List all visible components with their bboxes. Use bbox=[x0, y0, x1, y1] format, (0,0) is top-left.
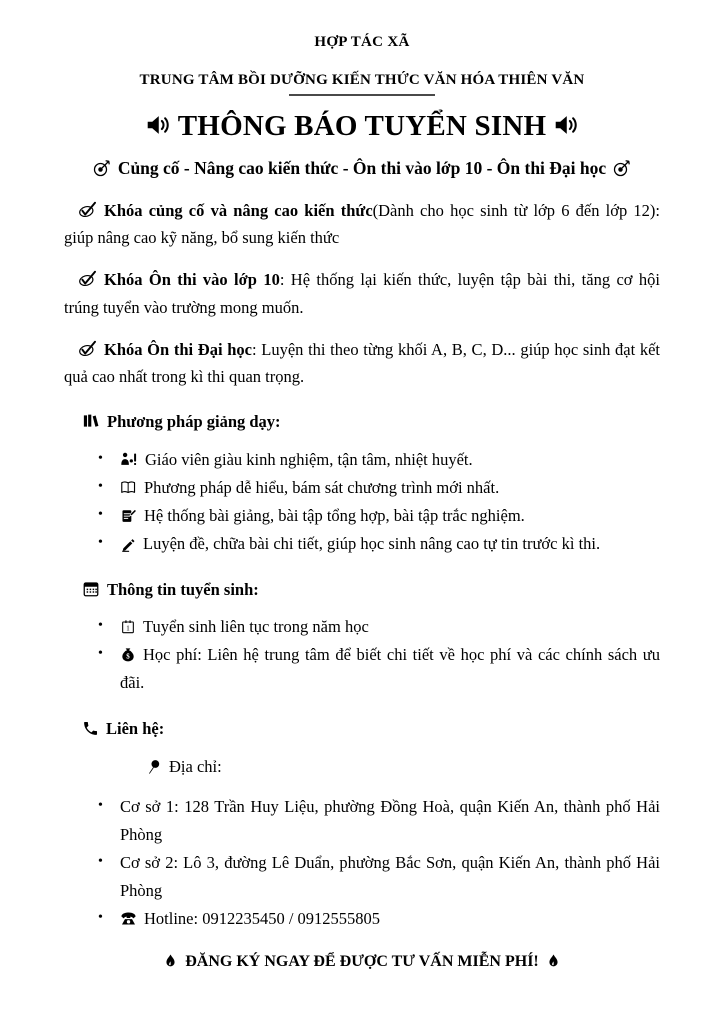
list-item bbox=[98, 849, 660, 905]
org-name-line2: TRUNG TÂM BỒI DƯỠNG KIẾN THỨC VĂN HÓA THIÊN VĂN bbox=[139, 72, 585, 88]
memo-pencil-icon bbox=[120, 507, 137, 524]
check-circle-icon bbox=[78, 200, 97, 219]
flame-icon bbox=[546, 953, 561, 969]
location-text: Cơ sở 1: 128 Trần Huy Liệu, phường Đồng Hoà, quận Kiến An, thành phố Hải Phòng bbox=[120, 796, 660, 844]
dart-target-icon bbox=[93, 159, 111, 177]
location-text: Cơ sở 2: Lô 3, đường Lê Duẩn, phường Bắc Sơn, quận Kiến An, thành phố Hải Phòng bbox=[120, 852, 660, 900]
course-desc: (Dành cho học sinh từ lớp 6 đến lớp 12): giúp nâng cao kỹ năng, bổ sung kiến thức bbox=[64, 201, 660, 248]
books-icon bbox=[82, 412, 100, 430]
money-bag-icon bbox=[120, 647, 136, 663]
list-item bbox=[98, 641, 660, 697]
round-pin-icon bbox=[146, 759, 162, 775]
course-desc: : Hệ thống lại kiến thức, luyện tập bài thi, tăng cơ hội trúng tuyển vào trường mong muốn. bbox=[64, 270, 660, 317]
course-paragraph bbox=[64, 336, 660, 390]
contact-list bbox=[98, 793, 660, 933]
method-text: Hệ thống bài giảng, bài tập tổng hợp, bài tập trắc nghiệm. bbox=[144, 505, 525, 525]
calendar-grid-icon bbox=[82, 580, 100, 598]
bullet-marker: • bbox=[98, 506, 103, 522]
list-item bbox=[98, 502, 660, 530]
page-title bbox=[64, 110, 660, 143]
list-item bbox=[98, 474, 660, 502]
bullet-marker: • bbox=[98, 534, 103, 550]
course-desc: : Luyện thi theo từng khối A, B, C, D... giúp học sinh đạt kết quả cao nhất trong kì thi quan trọng. bbox=[64, 339, 660, 387]
flame-icon bbox=[163, 953, 178, 969]
address-label bbox=[146, 753, 660, 780]
section-heading-text: Phương pháp giảng dạy: bbox=[107, 412, 281, 432]
divider bbox=[289, 94, 435, 96]
course-name: Khóa Ôn thi Đại học bbox=[104, 339, 252, 359]
list-item bbox=[98, 905, 660, 933]
list-item bbox=[98, 613, 660, 641]
check-circle-icon bbox=[78, 269, 97, 288]
admission-text: Tuyển sinh liên tục trong năm học bbox=[143, 616, 369, 636]
section-heading-contact bbox=[82, 715, 660, 742]
method-text: Luyện đề, chữa bài chi tiết, giúp học sinh nâng cao tự tin trước kì thi. bbox=[143, 533, 601, 553]
admission-list bbox=[98, 613, 660, 697]
phone-receiver-icon bbox=[82, 720, 99, 737]
title-text: THÔNG BÁO TUYỂN SINH bbox=[177, 110, 547, 142]
svg-text:$: $ bbox=[126, 652, 130, 661]
address-label-text: Địa chỉ: bbox=[169, 757, 222, 777]
svg-text:1: 1 bbox=[126, 623, 130, 633]
methods-list bbox=[98, 446, 660, 558]
course-name: Khóa củng cố và nâng cao kiến thức bbox=[104, 201, 373, 220]
section-heading-text: Thông tin tuyển sinh: bbox=[107, 579, 259, 599]
course-paragraph bbox=[64, 266, 660, 320]
open-book-icon bbox=[120, 479, 137, 496]
bullet-marker: • bbox=[98, 909, 103, 925]
bullet-marker: • bbox=[98, 478, 103, 494]
section-heading-methods bbox=[82, 408, 660, 435]
bullet-marker: • bbox=[98, 450, 103, 466]
telephone-icon bbox=[120, 910, 137, 927]
method-text: Phương pháp dễ hiểu, bám sát chương trình mới nhất. bbox=[144, 477, 500, 497]
list-item bbox=[98, 446, 660, 474]
course-paragraph bbox=[64, 197, 660, 251]
org-name-line1: HỢP TÁC XÃ bbox=[314, 34, 410, 50]
bullet-marker: • bbox=[98, 645, 103, 661]
footer-cta bbox=[64, 953, 660, 971]
speaker-icon bbox=[553, 112, 579, 138]
hotline-text: Hotline: 0912235450 / 0912555805 bbox=[144, 908, 381, 928]
section-heading-text: Liên hệ: bbox=[106, 719, 165, 739]
dart-target-icon bbox=[613, 159, 631, 177]
page-subtitle bbox=[64, 158, 660, 179]
footer-text: ĐĂNG KÝ NGAY ĐỂ ĐƯỢC TƯ VẤN MIỄN PHÍ! bbox=[185, 952, 539, 970]
check-circle-icon bbox=[78, 339, 97, 358]
list-item bbox=[98, 530, 660, 558]
bullet-marker: • bbox=[98, 853, 103, 869]
speaker-icon bbox=[145, 112, 171, 138]
section-heading-admission bbox=[82, 576, 660, 603]
admission-text: Học phí: Liên hệ trung tâm để biết chi tiết về học phí và các chính sách ưu đãi. bbox=[120, 644, 660, 693]
bullet-marker: • bbox=[98, 617, 103, 633]
bullet-marker: • bbox=[98, 797, 103, 813]
teacher-icon bbox=[120, 451, 138, 468]
course-name: Khóa Ôn thi vào lớp 10 bbox=[104, 270, 280, 290]
calendar-day-icon bbox=[120, 619, 136, 635]
writing-hand-icon bbox=[120, 536, 136, 552]
method-text: Giáo viên giàu kinh nghiệm, tận tâm, nhiệt huyết. bbox=[145, 449, 473, 469]
list-item bbox=[98, 793, 660, 849]
subtitle-text: Củng cố - Nâng cao kiến thức - Ôn thi vào lớp 10 - Ôn thi Đại học bbox=[117, 158, 607, 178]
